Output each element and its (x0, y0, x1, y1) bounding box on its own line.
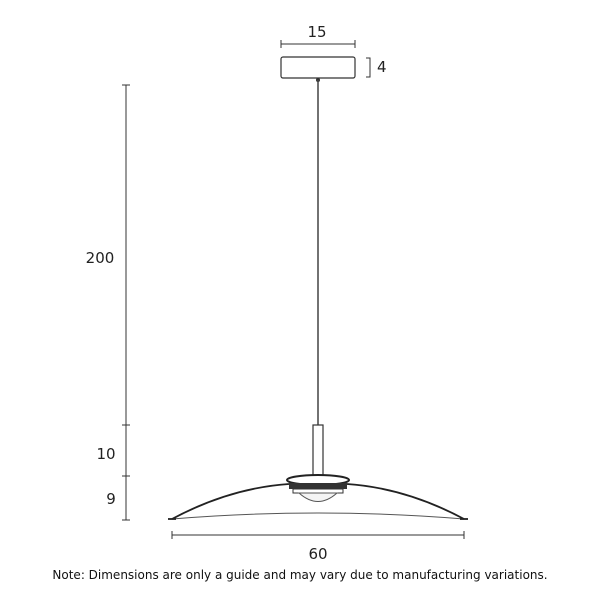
canopy (281, 57, 355, 78)
shade-bottom-rim (172, 513, 464, 519)
canopy-width-label: 15 (307, 23, 327, 41)
cord-length-label: 200 (85, 249, 115, 267)
canopy-height-label: 4 (377, 58, 387, 76)
shade-collar (289, 483, 347, 489)
bulb (299, 493, 337, 502)
stem-length-label: 10 (96, 445, 116, 463)
lamp-holder-stem (313, 425, 323, 477)
shade-width-label: 60 (308, 545, 328, 563)
shade-height-label: 9 (106, 490, 116, 508)
collar-band (293, 489, 343, 493)
disclaimer-note: Note: Dimensions are only a guide and may vary due to manufacturing variations. (52, 568, 548, 582)
canopy-height-bracket (366, 58, 370, 77)
